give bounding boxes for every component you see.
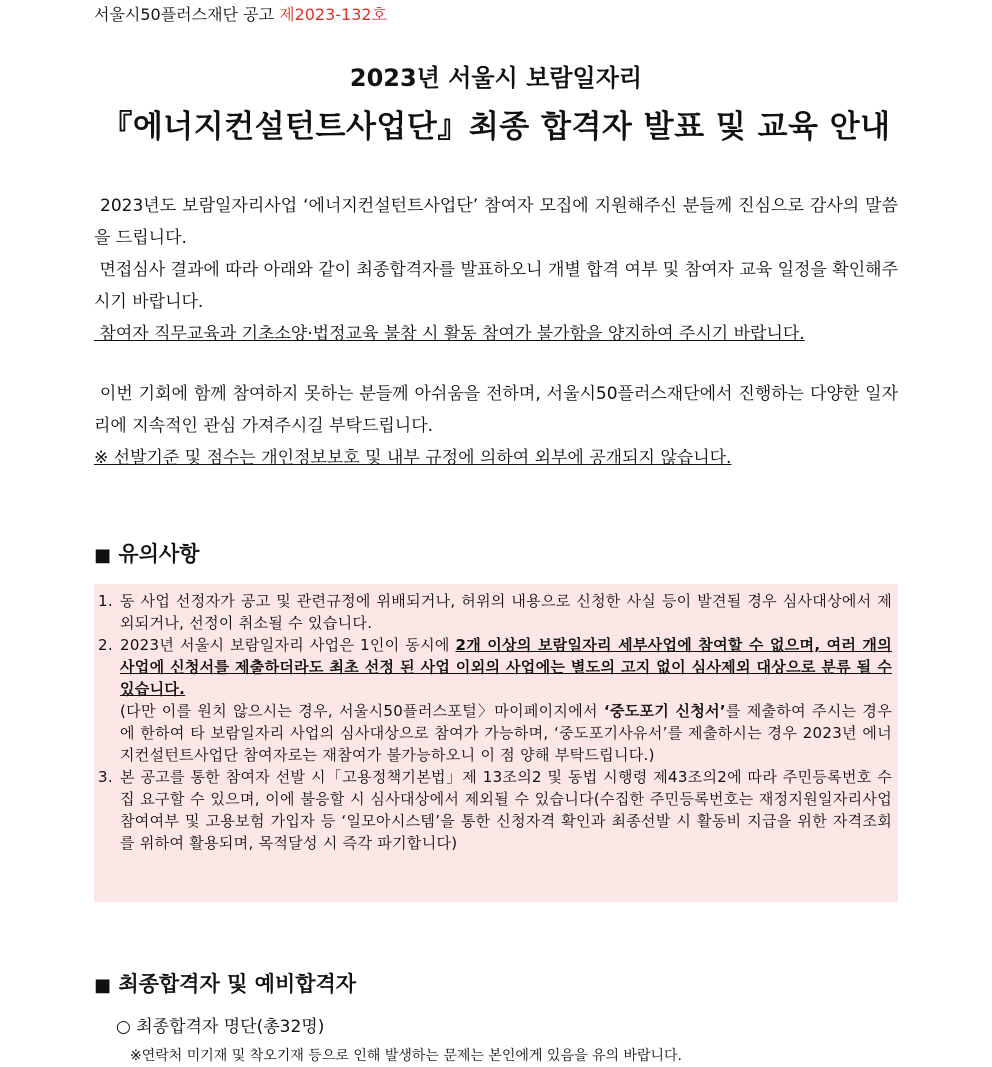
note-item-1: 1. 동 사업 선정자가 공고 및 관련규정에 위배되거나, 허위의 내용으로 신청한 사실 등이 발견될 경우 심사대상에서 제외되거나, 선정이 취소될 수 있습니다. xyxy=(98,592,892,632)
contact-note: ※연락처 미기재 및 착오기재 등으로 인해 발생하는 문제는 본인에게 있음을 유의 바랍니다. xyxy=(130,1048,682,1064)
intro-paragraph-4: 이번 기회에 함께 참여하지 못하는 분들께 아쉬움을 전하며, 서울시50플러스재단에서 진행하는 다양한 일자리에 지속적인 관심 가져주시길 부탁드립니다. xyxy=(94,384,898,436)
notes-box xyxy=(94,584,898,902)
notice-prefix: 서울시50플러스재단 공고 xyxy=(94,5,275,24)
intro-paragraph-2: 면접심사 결과에 따라 아래와 같이 최종합격자를 발표하오니 개별 합격 여부 및 참여자 교육 일정을 확인해주시기 바랍니다. xyxy=(94,260,898,312)
intro-paragraph-3: 참여자 직무교육과 기초소양·법정교육 불참 시 활동 참여가 불가함을 양지하여 주시기 바랍니다. xyxy=(99,324,805,344)
intro-paragraph-1: 2023년도 보람일자리사업 ‘에너지컨설턴트사업단’ 참여자 모집에 지원해주신 분들께 진심으로 감사의 말씀을 드립니다. xyxy=(94,196,898,248)
square-bullet-icon: ■ xyxy=(94,545,112,566)
final-list-subheading: ○ 최종합격자 명단(총32명) xyxy=(116,1017,325,1037)
document-title-line2: 『에너지컨설턴트사업단』최종 합격자 발표 및 교육 안내 xyxy=(101,109,891,145)
intro-paragraph-5: ※ 선발기준 및 점수는 개인정보보호 및 내부 규정에 의하여 외부에 공개되지 않습니다. xyxy=(94,448,732,468)
intro-section xyxy=(94,190,898,474)
note-item-2: 2. 2023년 서울시 보람일자리 사업은 1인이 동시에 2개 이상의 보람일자리 세부사업에 참여할 수 없으며, 여러 개의 사업에 신청서를 제출하더라도 최초 선정 된 사업 이외의 사업에는 별도의 고지 없이 심사제외 대상으로 분류 될 수 있습니다. (다만 이를 원치 않으시는 경우, 서울시50플러스포털〉마이페이지에서 ‘중도포기 신청서’를 제출하여 주시는 경우에 한하여 타 보람일자리 사업의 심사대상으로 참여가 가능하며, ‘중도포기사유서’를 제출하시는 경우 2023년 에너지컨설턴트사업단 참여자로는 재참여가 불가능하오니 이 점 양해 부탁드립니다.) xyxy=(98,636,892,764)
note-item-3: 3. 본 공고를 통한 참여자 선발 시「고용정책기본법」제 13조의2 및 동법 시행령 제43조의2에 따라 주민등록번호 수집 요구할 수 있으며, 이에 불응할 시 심사대상에서 제외될 수 있습니다(수집한 주민등록번호는 재정지원일자리사업 참여여부 및 고용보험 가입자 등 ‘일모아시스템’을 통한 신청자격 확인과 최종선발 시 활동비 지급을 위한 자격조회를 위하여 활용되며, 목적달성 시 즉각 파기합니다) xyxy=(98,768,892,852)
square-bullet-icon: ■ xyxy=(94,975,112,996)
circle-bullet-icon: ○ xyxy=(116,1017,131,1037)
notice-id: 제2023-132호 xyxy=(279,5,388,24)
document-title-line1: 2023년 서울시 보람일자리 xyxy=(349,64,643,92)
section-heading-results: ■ 최종합격자 및 예비합격자 xyxy=(94,972,357,996)
notice-number xyxy=(94,2,387,25)
section-heading-notes: ■ 유의사항 xyxy=(94,542,200,566)
